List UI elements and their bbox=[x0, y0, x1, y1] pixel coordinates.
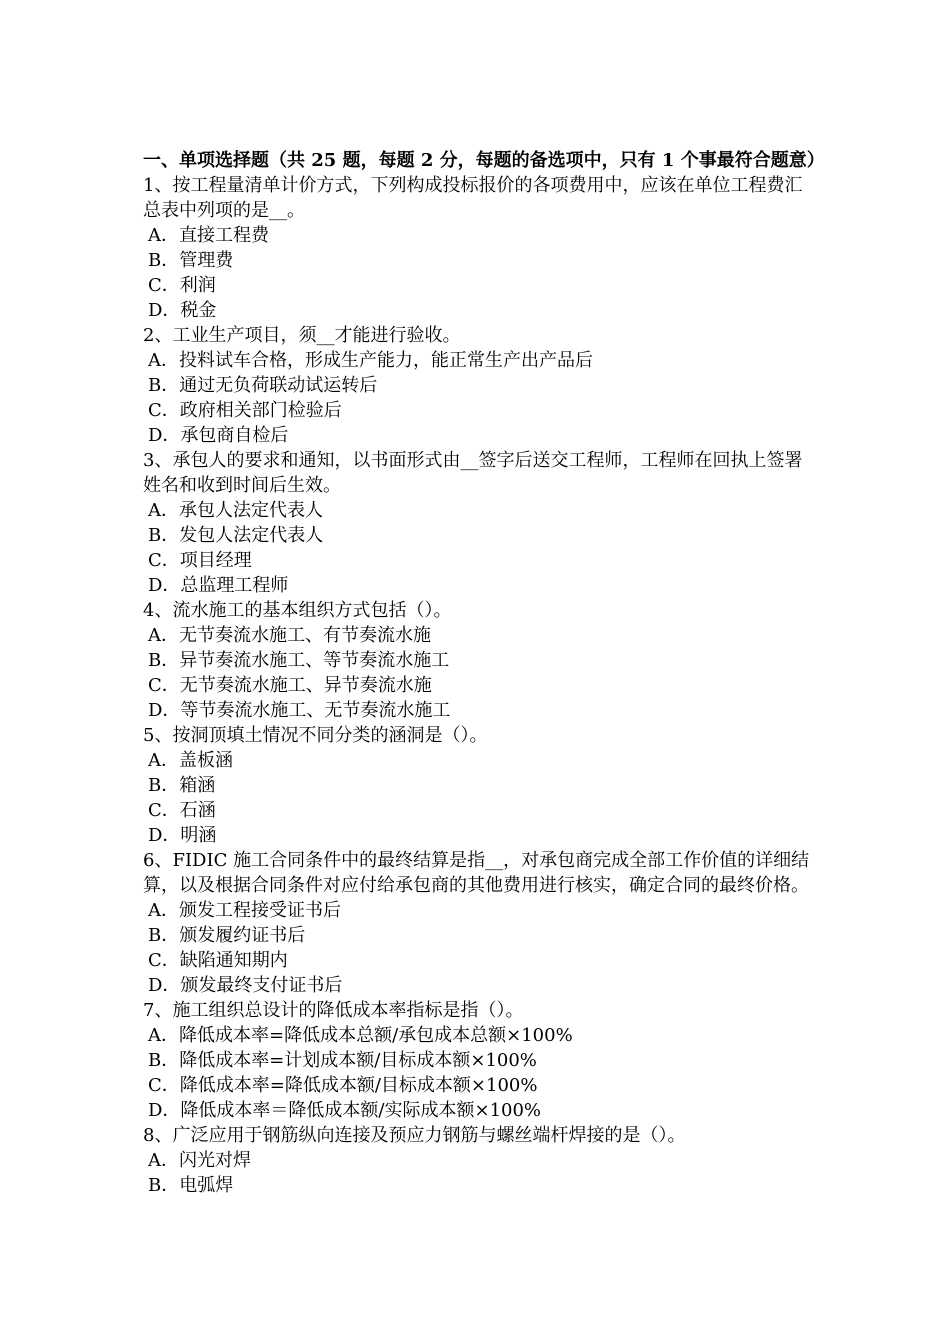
question-text: 3、承包人的要求和通知，以书面形式由__签字后送交工程师，工程师在回执上签署姓名和收到时间后生效。 bbox=[143, 450, 803, 496]
answer-option: A．盖板涵 bbox=[148, 750, 233, 771]
answer-option: B．箱涵 bbox=[148, 775, 216, 796]
answer-option: C．石涵 bbox=[148, 800, 216, 821]
question-text: 4、流水施工的基本组织方式包括（）。 bbox=[143, 600, 452, 621]
question-text: 6、FIDIC 施工合同条件中的最终结算是指__，对承包商完成全部工作价值的详细结算，以及根据合同条件对应付给承包商的其他费用进行核实，确定合同的最终价格。 bbox=[143, 850, 810, 896]
question-text: 2、工业生产项目，须__才能进行验收。 bbox=[143, 325, 461, 346]
answer-option: D．总监理工程师 bbox=[148, 575, 289, 596]
answer-option: B．发包人法定代表人 bbox=[148, 525, 324, 546]
question-block bbox=[143, 998, 813, 1123]
question-block bbox=[143, 323, 813, 448]
answer-option: D．颁发最终支付证书后 bbox=[148, 975, 343, 996]
answer-option: B．通过无负荷联动试运转后 bbox=[148, 375, 378, 396]
answer-option: A．投料试车合格，形成生产能力，能正常生产出产品后 bbox=[148, 350, 593, 371]
answer-option: C．降低成本率=降低成本额/目标成本额×100% bbox=[148, 1075, 538, 1096]
question-text: 7、施工组织总设计的降低成本率指标是指（）。 bbox=[143, 1000, 524, 1021]
answer-option: B．电弧焊 bbox=[148, 1175, 234, 1196]
answer-option: C．政府相关部门检验后 bbox=[148, 400, 342, 421]
answer-option: D．税金 bbox=[148, 300, 217, 321]
section-heading: 一、单项选择题（共 25 题，每题 2 分，每题的备选项中，只有 1 个事最符合题意） bbox=[143, 150, 825, 171]
question-text: 5、按洞顶填土情况不同分类的涵洞是（）。 bbox=[143, 725, 488, 746]
answer-option: A．闪光对焊 bbox=[148, 1150, 251, 1171]
answer-option: A．降低成本率=降低成本总额/承包成本总额×100% bbox=[148, 1025, 573, 1046]
answer-option: B．异节奏流水施工、等节奏流水施工 bbox=[148, 650, 450, 671]
question-block bbox=[143, 448, 813, 598]
question-block bbox=[143, 848, 813, 998]
answer-option: D．等节奏流水施工、无节奏流水施工 bbox=[148, 700, 451, 721]
answer-option: A．直接工程费 bbox=[148, 225, 269, 246]
question-block bbox=[143, 598, 813, 723]
answer-option: B．管理费 bbox=[148, 250, 234, 271]
answer-option: D．明涵 bbox=[148, 825, 217, 846]
answer-option: B．颁发履约证书后 bbox=[148, 925, 306, 946]
answer-option: C．无节奏流水施工、异节奏流水施 bbox=[148, 675, 432, 696]
answer-option: A．无节奏流水施工、有节奏流水施 bbox=[148, 625, 431, 646]
answer-option: C．缺陷通知期内 bbox=[148, 950, 288, 971]
question-text: 1、按工程量清单计价方式，下列构成投标报价的各项费用中，应该在单位工程费汇总表中列项的是__。 bbox=[143, 175, 803, 221]
answer-option: A．颁发工程接受证书后 bbox=[148, 900, 341, 921]
question-block bbox=[143, 1123, 813, 1198]
answer-option: D．承包商自检后 bbox=[148, 425, 289, 446]
exam-content bbox=[143, 148, 825, 1198]
question-list bbox=[143, 173, 813, 1198]
answer-option: B．降低成本率=计划成本额/目标成本额×100% bbox=[148, 1050, 537, 1071]
answer-option: D．降低成本率＝降低成本额/实际成本额×100% bbox=[148, 1100, 542, 1121]
answer-option: A．承包人法定代表人 bbox=[148, 500, 323, 521]
answer-option: C．利润 bbox=[148, 275, 216, 296]
question-block bbox=[143, 723, 813, 848]
question-block bbox=[143, 173, 813, 323]
answer-option: C．项目经理 bbox=[148, 550, 252, 571]
question-text: 8、广泛应用于钢筋纵向连接及预应力钢筋与螺丝端杆焊接的是（）。 bbox=[143, 1125, 686, 1146]
